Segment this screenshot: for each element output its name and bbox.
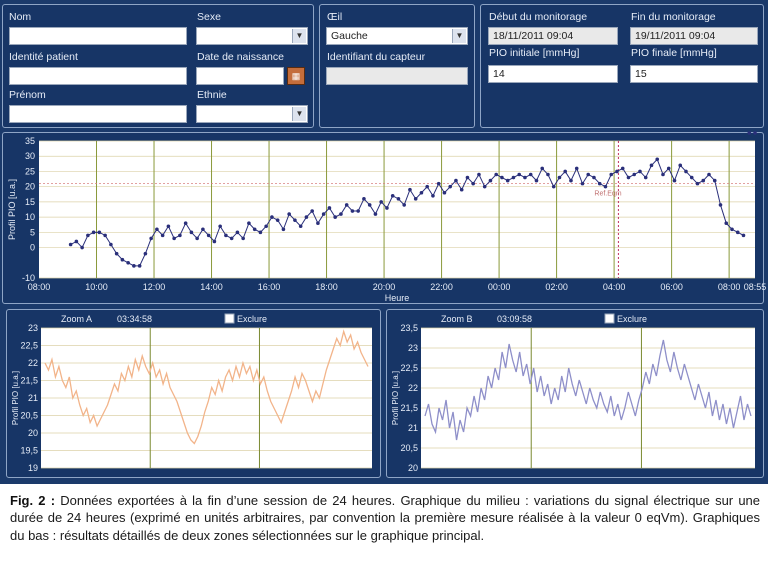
data-point [696, 182, 700, 186]
x-tick-label: 18:00 [315, 282, 338, 292]
x-tick-label: 02:00 [545, 282, 568, 292]
data-point [489, 179, 493, 183]
data-point [667, 167, 671, 171]
debut-field[interactable]: 18/11/2011 09:04 [488, 27, 618, 45]
data-point [471, 182, 475, 186]
y-tick-label: 35 [24, 136, 35, 146]
calendar-icon[interactable]: ▦ [287, 67, 305, 85]
data-point [132, 264, 136, 268]
data-point [172, 237, 176, 241]
x-tick-label: 08:55 [743, 282, 767, 292]
identite-field[interactable] [9, 67, 187, 85]
y-tick-label: 20 [27, 428, 38, 438]
data-point [661, 173, 665, 177]
data-point [397, 197, 401, 201]
data-point [310, 209, 314, 213]
data-point [609, 173, 613, 177]
y-tick-label: 22 [27, 358, 38, 368]
exclude-label: Exclure [617, 314, 648, 324]
data-point [293, 218, 297, 222]
y-tick-label: 0 [29, 242, 35, 253]
data-point [161, 234, 165, 238]
data-point [742, 234, 746, 238]
data-point [437, 182, 441, 186]
y-tick-label: 5 [29, 227, 35, 238]
exclude-checkbox[interactable] [225, 314, 234, 323]
data-point [195, 237, 199, 241]
data-point [598, 182, 602, 186]
y-tick-label: 21,5 [20, 375, 38, 386]
data-point [103, 234, 107, 238]
data-point [586, 173, 590, 177]
y-tick-label: 20 [407, 463, 418, 473]
data-point [144, 252, 148, 256]
data-point [719, 203, 723, 207]
y-tick-label: 10 [24, 212, 35, 223]
y-tick-label: 19 [27, 463, 38, 473]
ethnie-select[interactable] [196, 105, 308, 123]
data-point [126, 261, 130, 265]
data-point [109, 243, 113, 247]
data-point [80, 246, 84, 250]
data-point [253, 227, 257, 231]
x-tick-label: 00:00 [487, 282, 511, 292]
data-point [535, 179, 539, 183]
x-tick-label: 08:00 [717, 282, 741, 292]
y-axis-title: Profil PIO [u.a.] [7, 178, 17, 241]
data-point [362, 197, 366, 201]
data-point [230, 237, 234, 241]
figure-caption [10, 492, 760, 544]
data-point [236, 231, 240, 235]
data-point [316, 221, 320, 225]
data-point [655, 157, 659, 161]
ethnie-label: Ethnie [197, 89, 227, 101]
data-point [673, 179, 677, 183]
y-tick-label: 21 [407, 423, 418, 433]
data-point [167, 224, 171, 228]
data-point [443, 191, 447, 195]
data-point [592, 176, 596, 180]
data-point [218, 224, 222, 228]
data-point [753, 131, 757, 135]
zoom-time: 03:09:58 [497, 314, 533, 324]
capteur-label: Identifiant du capteur [327, 51, 426, 63]
data-point [431, 194, 435, 198]
y-tick-label: 23 [27, 323, 38, 333]
y-tick-label: 22 [407, 383, 418, 393]
zoom-time: 03:34:58 [117, 314, 153, 324]
data-point [730, 227, 734, 231]
y-tick-label: 23,5 [400, 323, 418, 333]
data-point [408, 188, 412, 192]
data-point [178, 234, 182, 238]
data-point [264, 224, 268, 228]
sexe-select[interactable] [196, 27, 308, 45]
data-point [282, 227, 286, 231]
data-point [604, 185, 608, 189]
data-point [517, 173, 521, 177]
data-point [287, 212, 291, 216]
data-point [678, 164, 682, 168]
x-tick-label: 14:00 [200, 282, 223, 292]
y-tick-label: 21,5 [400, 403, 418, 413]
y-tick-label: 21 [27, 393, 38, 403]
data-point [563, 170, 567, 174]
prenom-field[interactable] [9, 105, 187, 123]
data-point [448, 185, 452, 189]
x-tick-label: 22:00 [430, 282, 453, 292]
data-point [149, 237, 153, 241]
data-point [736, 231, 740, 235]
data-point [201, 227, 205, 231]
data-point [420, 191, 424, 195]
chevron-down-icon[interactable]: ▼ [292, 107, 306, 121]
cursor-label: Ref.Eqm [594, 190, 622, 198]
main-chart[interactable] [3, 133, 767, 303]
x-tick-label: 12:00 [142, 282, 166, 292]
data-point [224, 234, 228, 238]
debut-label: Début du monitorage [489, 11, 588, 23]
zoom-header: Zoom B [441, 314, 473, 324]
y-tick-label: 20 [24, 181, 35, 192]
zoom-a-panel [6, 309, 381, 478]
patient-panel [2, 4, 314, 128]
data-point [345, 203, 349, 207]
sexe-label: Sexe [197, 11, 221, 23]
data-point [632, 173, 636, 177]
caption-label: Fig. 2 : [10, 493, 56, 508]
capteur-field[interactable] [326, 67, 468, 85]
data-point [575, 167, 579, 171]
data-point [328, 206, 332, 210]
y-tick-label: 20,5 [400, 443, 418, 453]
data-point [621, 167, 625, 171]
data-point [581, 182, 585, 186]
data-point [494, 173, 498, 177]
oeil-select[interactable] [326, 27, 468, 45]
pio-initiale-label: PIO initiale [mmHg] [489, 47, 580, 59]
nom-label: Nom [9, 11, 32, 23]
data-point [213, 240, 217, 244]
data-point [644, 176, 648, 180]
data-point [86, 234, 90, 238]
data-point [747, 131, 751, 135]
data-point [356, 209, 360, 213]
data-point [546, 173, 550, 177]
identite-label: Identité patient [9, 51, 78, 63]
data-point [558, 176, 562, 180]
data-point [477, 173, 481, 177]
data-point [190, 231, 194, 235]
x-tick-label: 16:00 [257, 282, 281, 292]
data-point [276, 218, 280, 222]
naissance-label: Date de naissance [197, 51, 284, 63]
data-point [500, 176, 504, 180]
data-point [138, 264, 142, 268]
data-point [569, 179, 573, 183]
y-axis-title: Profil PIO [u.a.] [391, 370, 400, 426]
data-point [483, 185, 487, 189]
data-point [322, 212, 326, 216]
x-tick-label: 20:00 [372, 282, 396, 292]
data-point [92, 231, 96, 235]
data-point [270, 215, 274, 219]
chevron-down-icon[interactable]: ▼ [452, 29, 466, 43]
data-point [402, 203, 406, 207]
data-point [121, 258, 125, 262]
data-point [460, 188, 464, 192]
data-point [701, 179, 705, 183]
zoom-b-panel [386, 309, 764, 478]
y-tick-label: 22,5 [400, 363, 418, 373]
pio-finale-label: PIO finale [mmHg] [631, 47, 717, 59]
data-point [540, 167, 544, 171]
caption-text: Données exportées à la fin d’une session de 24 heures. Graphique du milieu : variations du signal électrique sur une durée de 24 heures (exprimé en unités arbitraires, par convention la première mesure réalisée à la valeur 0 eqVm). Graphiques du bas : résultats détaillés de deux zones sélectionnées sur le graphique principal. [10, 493, 761, 543]
y-tick-label: 30 [24, 151, 35, 162]
data-point [351, 209, 355, 213]
data-point [241, 237, 245, 241]
data-point [305, 215, 309, 219]
x-tick-label: 06:00 [660, 282, 683, 292]
data-point [466, 176, 470, 180]
data-point [690, 176, 694, 180]
data-point [529, 173, 533, 177]
data-point [724, 221, 728, 225]
data-point [454, 179, 458, 183]
exclude-label: Exclure [237, 314, 268, 324]
data-point [333, 215, 337, 219]
oeil-value: Gauche [331, 30, 368, 42]
chevron-down-icon[interactable]: ▼ [292, 29, 306, 43]
data-point [627, 176, 631, 180]
data-point [414, 197, 418, 201]
zoom-header: Zoom A [61, 314, 93, 324]
x-tick-label: 04:00 [602, 282, 626, 292]
data-point [368, 203, 372, 207]
x-tick-label: 08:00 [27, 282, 51, 292]
pio-initiale-field[interactable]: 14 [488, 65, 618, 83]
data-point [98, 231, 102, 235]
data-point [512, 176, 516, 180]
data-point [247, 221, 251, 225]
y-tick-label: 23 [407, 343, 418, 353]
data-point [207, 234, 211, 238]
data-point [374, 212, 378, 216]
zoom-a-chart[interactable] [7, 310, 380, 477]
y-tick-label: 20,5 [20, 410, 38, 421]
data-point [75, 240, 79, 244]
data-point [379, 200, 383, 204]
data-point [184, 221, 188, 225]
oeil-label: Œil [327, 11, 343, 23]
y-tick-label: 19,5 [20, 445, 38, 456]
x-axis-title: Heure [384, 293, 410, 303]
data-point [552, 185, 556, 189]
data-point [115, 252, 119, 256]
data-point [506, 179, 510, 183]
data-point [650, 164, 654, 168]
data-point [713, 179, 717, 183]
data-point [259, 231, 263, 235]
y-tick-label: 25 [24, 166, 35, 177]
monitoring-panel [480, 4, 764, 128]
plot-area [39, 141, 755, 278]
fin-field[interactable]: 19/11/2011 09:04 [630, 27, 758, 45]
data-point [425, 185, 429, 189]
y-tick-label: 15 [24, 196, 35, 207]
pio-finale-field[interactable]: 15 [630, 65, 758, 83]
data-point [684, 170, 688, 174]
prenom-label: Prénom [9, 89, 46, 101]
main-chart-panel [2, 132, 767, 304]
data-point [69, 243, 73, 247]
eye-panel [319, 4, 475, 128]
data-point [299, 224, 303, 228]
zoom-b-chart[interactable] [387, 310, 763, 477]
data-point [155, 227, 159, 231]
naissance-field[interactable] [196, 67, 284, 85]
y-axis-title: Profil PIO [u.a.] [11, 370, 20, 426]
x-tick-label: 10:00 [85, 282, 108, 292]
y-tick-label: 22,5 [20, 340, 38, 351]
data-point [523, 176, 527, 180]
data-point [339, 212, 343, 216]
exclude-checkbox[interactable] [605, 314, 614, 323]
data-point [707, 173, 711, 177]
data-point [638, 170, 642, 174]
data-point [385, 206, 389, 210]
data-point [391, 194, 395, 198]
nom-field[interactable] [9, 27, 187, 45]
data-point [615, 170, 619, 174]
fin-label: Fin du monitorage [631, 11, 716, 23]
y-tick-label: -10 [21, 273, 35, 283]
